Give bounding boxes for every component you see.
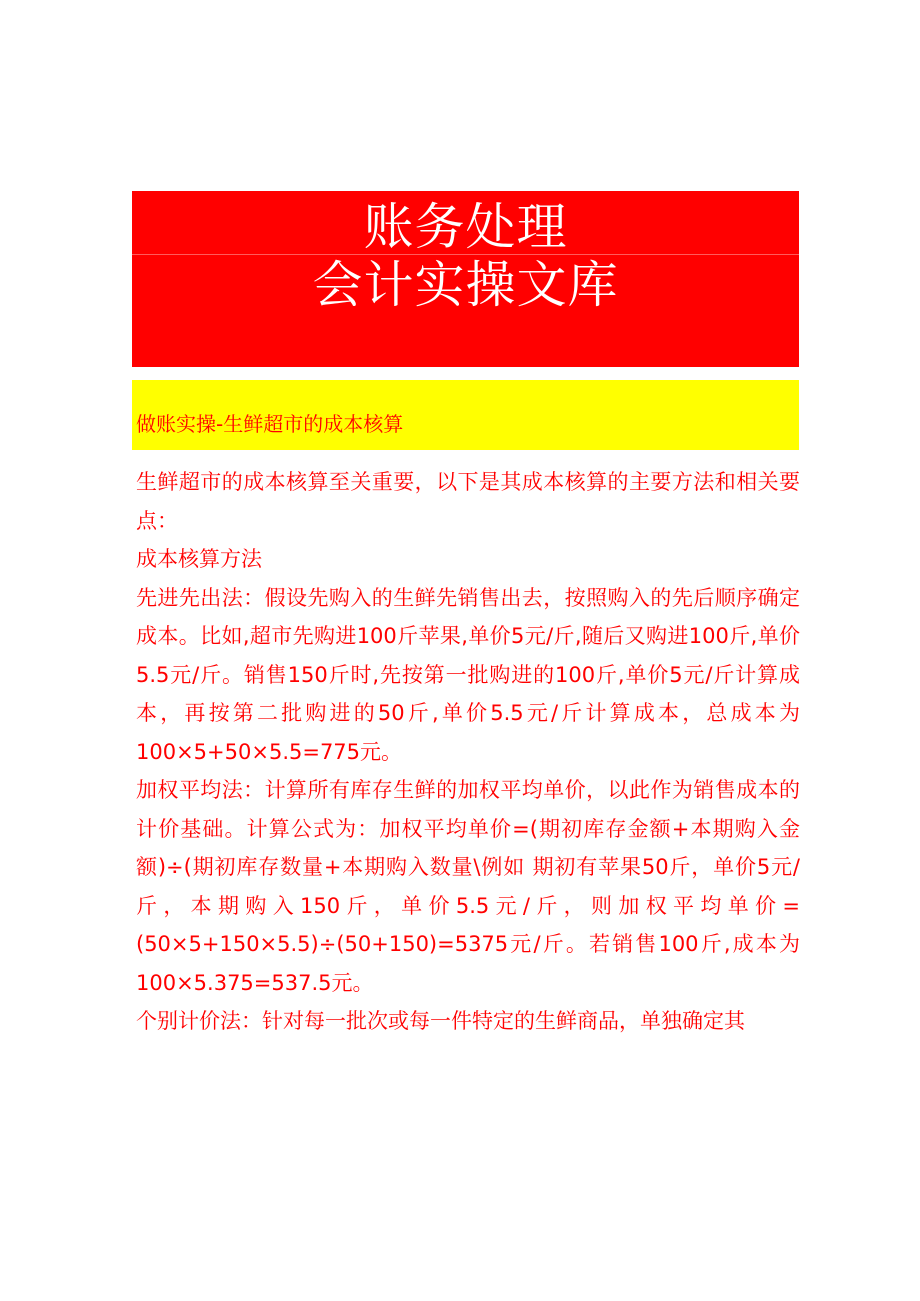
specific-identification-paragraph: 个别计价法：针对每一批次或每一件特定的生鲜商品，单独确定其 [136, 1009, 745, 1033]
banner-title-line-2: 会计实操文库 [312, 256, 619, 314]
intro-paragraph: 生鲜超市的成本核算至关重要，以下是其成本核算的主要方法和相关要点： [136, 470, 800, 533]
banner-title-line-1: 账务处理 [363, 198, 568, 256]
article-body [136, 463, 800, 1041]
fifo-paragraph: 先进先出法：假设先购入的生鲜先销售出去，按照购入的先后顺序确定成本。比如,超市先购进100斤苹果,单价5元/斤,随后又购进100斤,单价5.5元/斤。销售150斤时,先按第一批购进的100斤,单价5元/斤计算成本，再按第二批购进的50斤,单价5.5元/斤计算成本，总成本为100×5+50×5.5=775元。 [136, 585, 800, 764]
title-banner [132, 191, 799, 367]
article-title: 做账实操-生鲜超市的成本核算 [136, 412, 404, 436]
article-title-bar [132, 380, 799, 450]
weighted-average-paragraph: 加权平均法：计算所有库存生鲜的加权平均单价，以此作为销售成本的计价基础。计算公式为：加权平均单价=(期初库存金额+本期购入金额)÷(期初库存数量+本期购入数量\例如 期初有苹果50斤，单价5元/斤，本期购入150斤，单价5.5元/斤，则加权平均单价=(50×5+150×5.5)÷(50+150)=5375元/斤。若销售100斤,成本为100×5.375=537.5元。 [136, 778, 800, 995]
section-heading: 成本核算方法 [136, 547, 262, 571]
